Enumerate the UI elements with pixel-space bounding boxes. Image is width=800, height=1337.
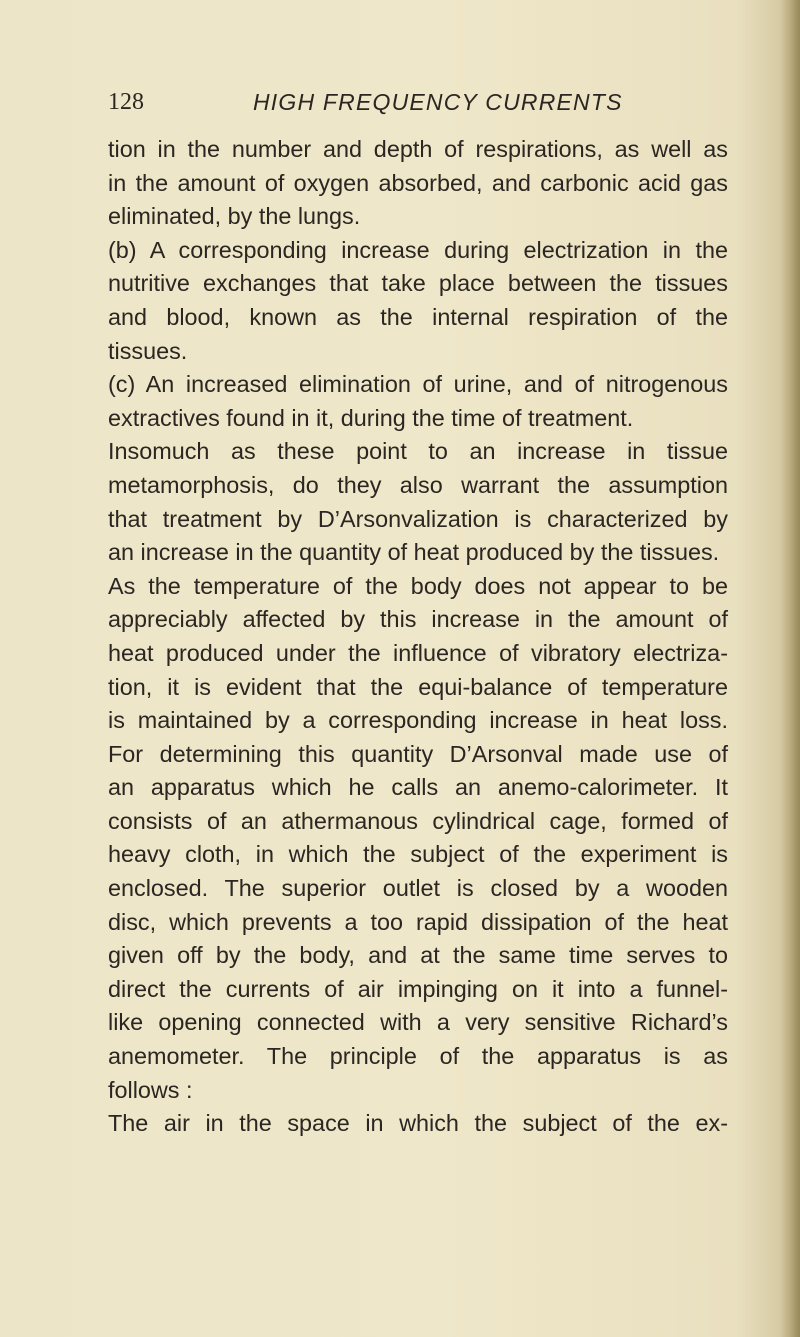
text-line: The air in the space in which the subject of the ex-: [108, 1110, 728, 1137]
text-line: follows :: [108, 1076, 193, 1103]
text-line: eliminated, by the lungs.: [108, 203, 361, 230]
page-number: 128: [108, 89, 144, 115]
text-line: enclosed. The superior outlet is closed by a wooden: [108, 875, 728, 902]
page-edge-shadow: [780, 0, 800, 1337]
text-line: disc, which prevents a too rapid dissipation of the heat: [108, 908, 728, 935]
text-line: appreciably affected by this increase in the amount of: [108, 606, 728, 633]
text-line: consists of an athermanous cylindrical cage, formed of: [108, 807, 728, 834]
text-line: tion in the number and depth of respirations, as well as: [108, 136, 728, 162]
text-line: Insomuch as these point to an increase in tissue: [108, 438, 728, 465]
text-line: As the temperature of the body does not appear to be: [108, 572, 728, 599]
body-text: [108, 133, 728, 1141]
text-line: an apparatus which he calls an anemo-calorimeter. It: [108, 774, 728, 801]
running-head: [108, 84, 728, 120]
text-line: tissues.: [108, 337, 188, 364]
text-line: heat produced under the influence of vibratory electriza-: [108, 639, 728, 666]
text-line: anemometer. The principle of the apparatus is as: [108, 1043, 728, 1070]
text-line: that treatment by D’Arsonvalization is characterized by: [108, 505, 728, 532]
text-line: in the amount of oxygen absorbed, and carbonic acid gas: [108, 169, 728, 196]
text-line: like opening connected with a very sensitive Richard’s: [108, 1009, 728, 1036]
text-line: tion, it is evident that the equi-balance of temperature: [108, 673, 728, 700]
text-line: (b) A corresponding increase during electrization in the: [108, 236, 728, 263]
text-line: given off by the body, and at the same time serves to: [108, 942, 728, 969]
text-line: heavy cloth, in which the subject of the experiment is: [108, 841, 728, 868]
text-line: (c) An increased elimination of urine, and of nitrogenous: [108, 371, 728, 398]
text-line: For determining this quantity D’Arsonval made use of: [108, 740, 728, 767]
text-line: extractives found in it, during the time of treatment.: [108, 404, 634, 431]
text-line: metamorphosis, do they also warrant the assumption: [108, 471, 728, 498]
text-line: direct the currents of air impinging on it into a funnel-: [108, 975, 728, 1002]
text-line: and blood, known as the internal respiration of the: [108, 303, 728, 330]
text-line: an increase in the quantity of heat produced by the tissues.: [108, 539, 720, 566]
text-line: nutritive exchanges that take place between the tissues: [108, 270, 728, 297]
text-line: is maintained by a corresponding increase in heat loss.: [108, 707, 728, 734]
header-title: HIGH FREQUENCY CURRENTS: [253, 89, 623, 115]
